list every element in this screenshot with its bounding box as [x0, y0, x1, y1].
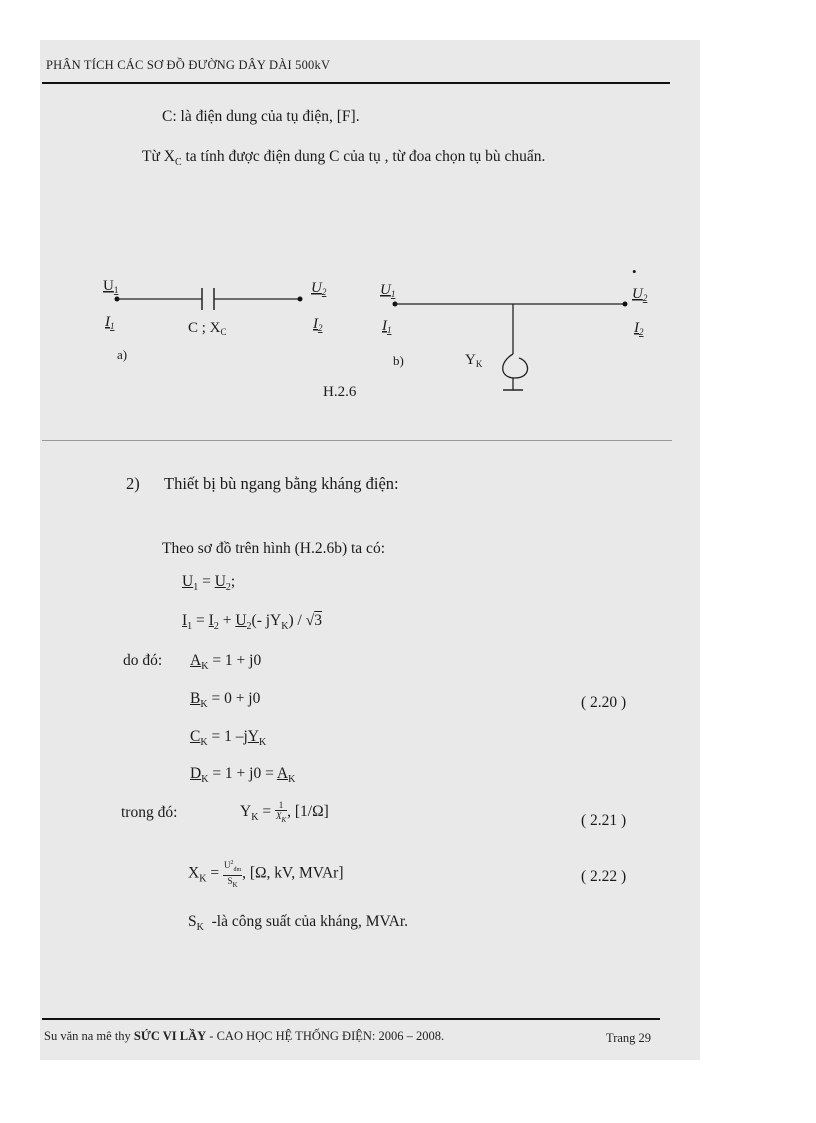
reactor-coil-icon: [503, 354, 528, 378]
label-u2-a: $U_2$: [311, 280, 327, 297]
sk-description: $S_K$ -là công suất của kháng, MVAr.: [188, 913, 409, 934]
label-i2-b: $I_2$: [634, 320, 644, 337]
equation-ak: $A_K = 1 + j0$: [190, 652, 262, 673]
section-title: Thiết bị bù ngang bằng kháng điện:: [164, 474, 399, 493]
dot-mark: •: [632, 264, 637, 279]
label-b: b): [393, 353, 404, 368]
label-i1-b: $I_1$: [382, 318, 392, 335]
intro-line-2: Từ $X_C$ ta tính được điện dung C của tụ , từ đoa chọn tụ bù chuẩn.: [142, 148, 546, 169]
figure-caption: H.2.6: [323, 384, 357, 400]
equation-i: $I_1 = I_2 + U_2(-$ $jY_K) / √3$: [182, 612, 322, 633]
equation-xk: $X_K$ = $\frac{U^2_{đm}}{S_K}$ , [Ω, kV, MVAr]: [188, 860, 344, 889]
label-yk: $Y_K$: [465, 352, 483, 369]
label-capacitor: C ; $X_C$: [188, 320, 227, 337]
label-a: a): [117, 347, 128, 362]
section-number: 2): [126, 474, 140, 493]
footer-text: Su văn na mê thy SỨC VI LẦY - CAO HỌC HỆ THỐNG ĐIỆN: 2006 – 2008.: [44, 1029, 445, 1043]
node-u2-a: [298, 297, 303, 302]
divider: [42, 440, 672, 441]
equation-dk: $D_K = 1 + j0 = A_K$: [190, 765, 296, 786]
equation-number-2-22: ( 2.22 ): [581, 868, 627, 885]
equation-ck: $C_K = 1$ $-jY_K$: [190, 728, 267, 749]
label-u2-b: $U_2$: [632, 286, 648, 303]
label-i1-a: $I_1$: [105, 314, 115, 331]
equation-u: $U_1 = U_2$;: [182, 573, 236, 594]
label-i2-a: $I_2$: [313, 316, 323, 333]
intro-line-1: C: là điện dung của tụ điện, [F].: [162, 108, 360, 125]
section-intro: Theo sơ đồ trên hình (H.2.6b) ta có:: [162, 540, 385, 557]
label-u1-a: $U_1$: [103, 278, 119, 295]
figure-h-2-6: [95, 262, 675, 412]
equation-number-2-20: ( 2.20 ): [581, 694, 627, 711]
label-trong-do: trong đó:: [121, 804, 178, 821]
label-do-do: do đó:: [123, 652, 163, 669]
equation-yk: $Y_K$ = $\frac{1}{X_K}$ , [1/Ω]: [240, 800, 329, 824]
footer-rule: [42, 1018, 660, 1020]
equation-bk: $B_K = 0 + j0$: [190, 690, 261, 711]
label-u1-b: $U_1$: [380, 282, 396, 299]
header-rule: [42, 82, 670, 84]
diagram-b: [380, 264, 648, 390]
page-number: Trang 29: [606, 1031, 652, 1045]
page-header-title: PHÂN TÍCH CÁC SƠ ĐỒ ĐƯỜNG DÂY DÀI 500kV: [46, 58, 331, 72]
diagram-a: [103, 278, 327, 362]
node-u2-b: [623, 302, 628, 307]
equation-number-2-21: ( 2.21 ): [581, 812, 627, 829]
